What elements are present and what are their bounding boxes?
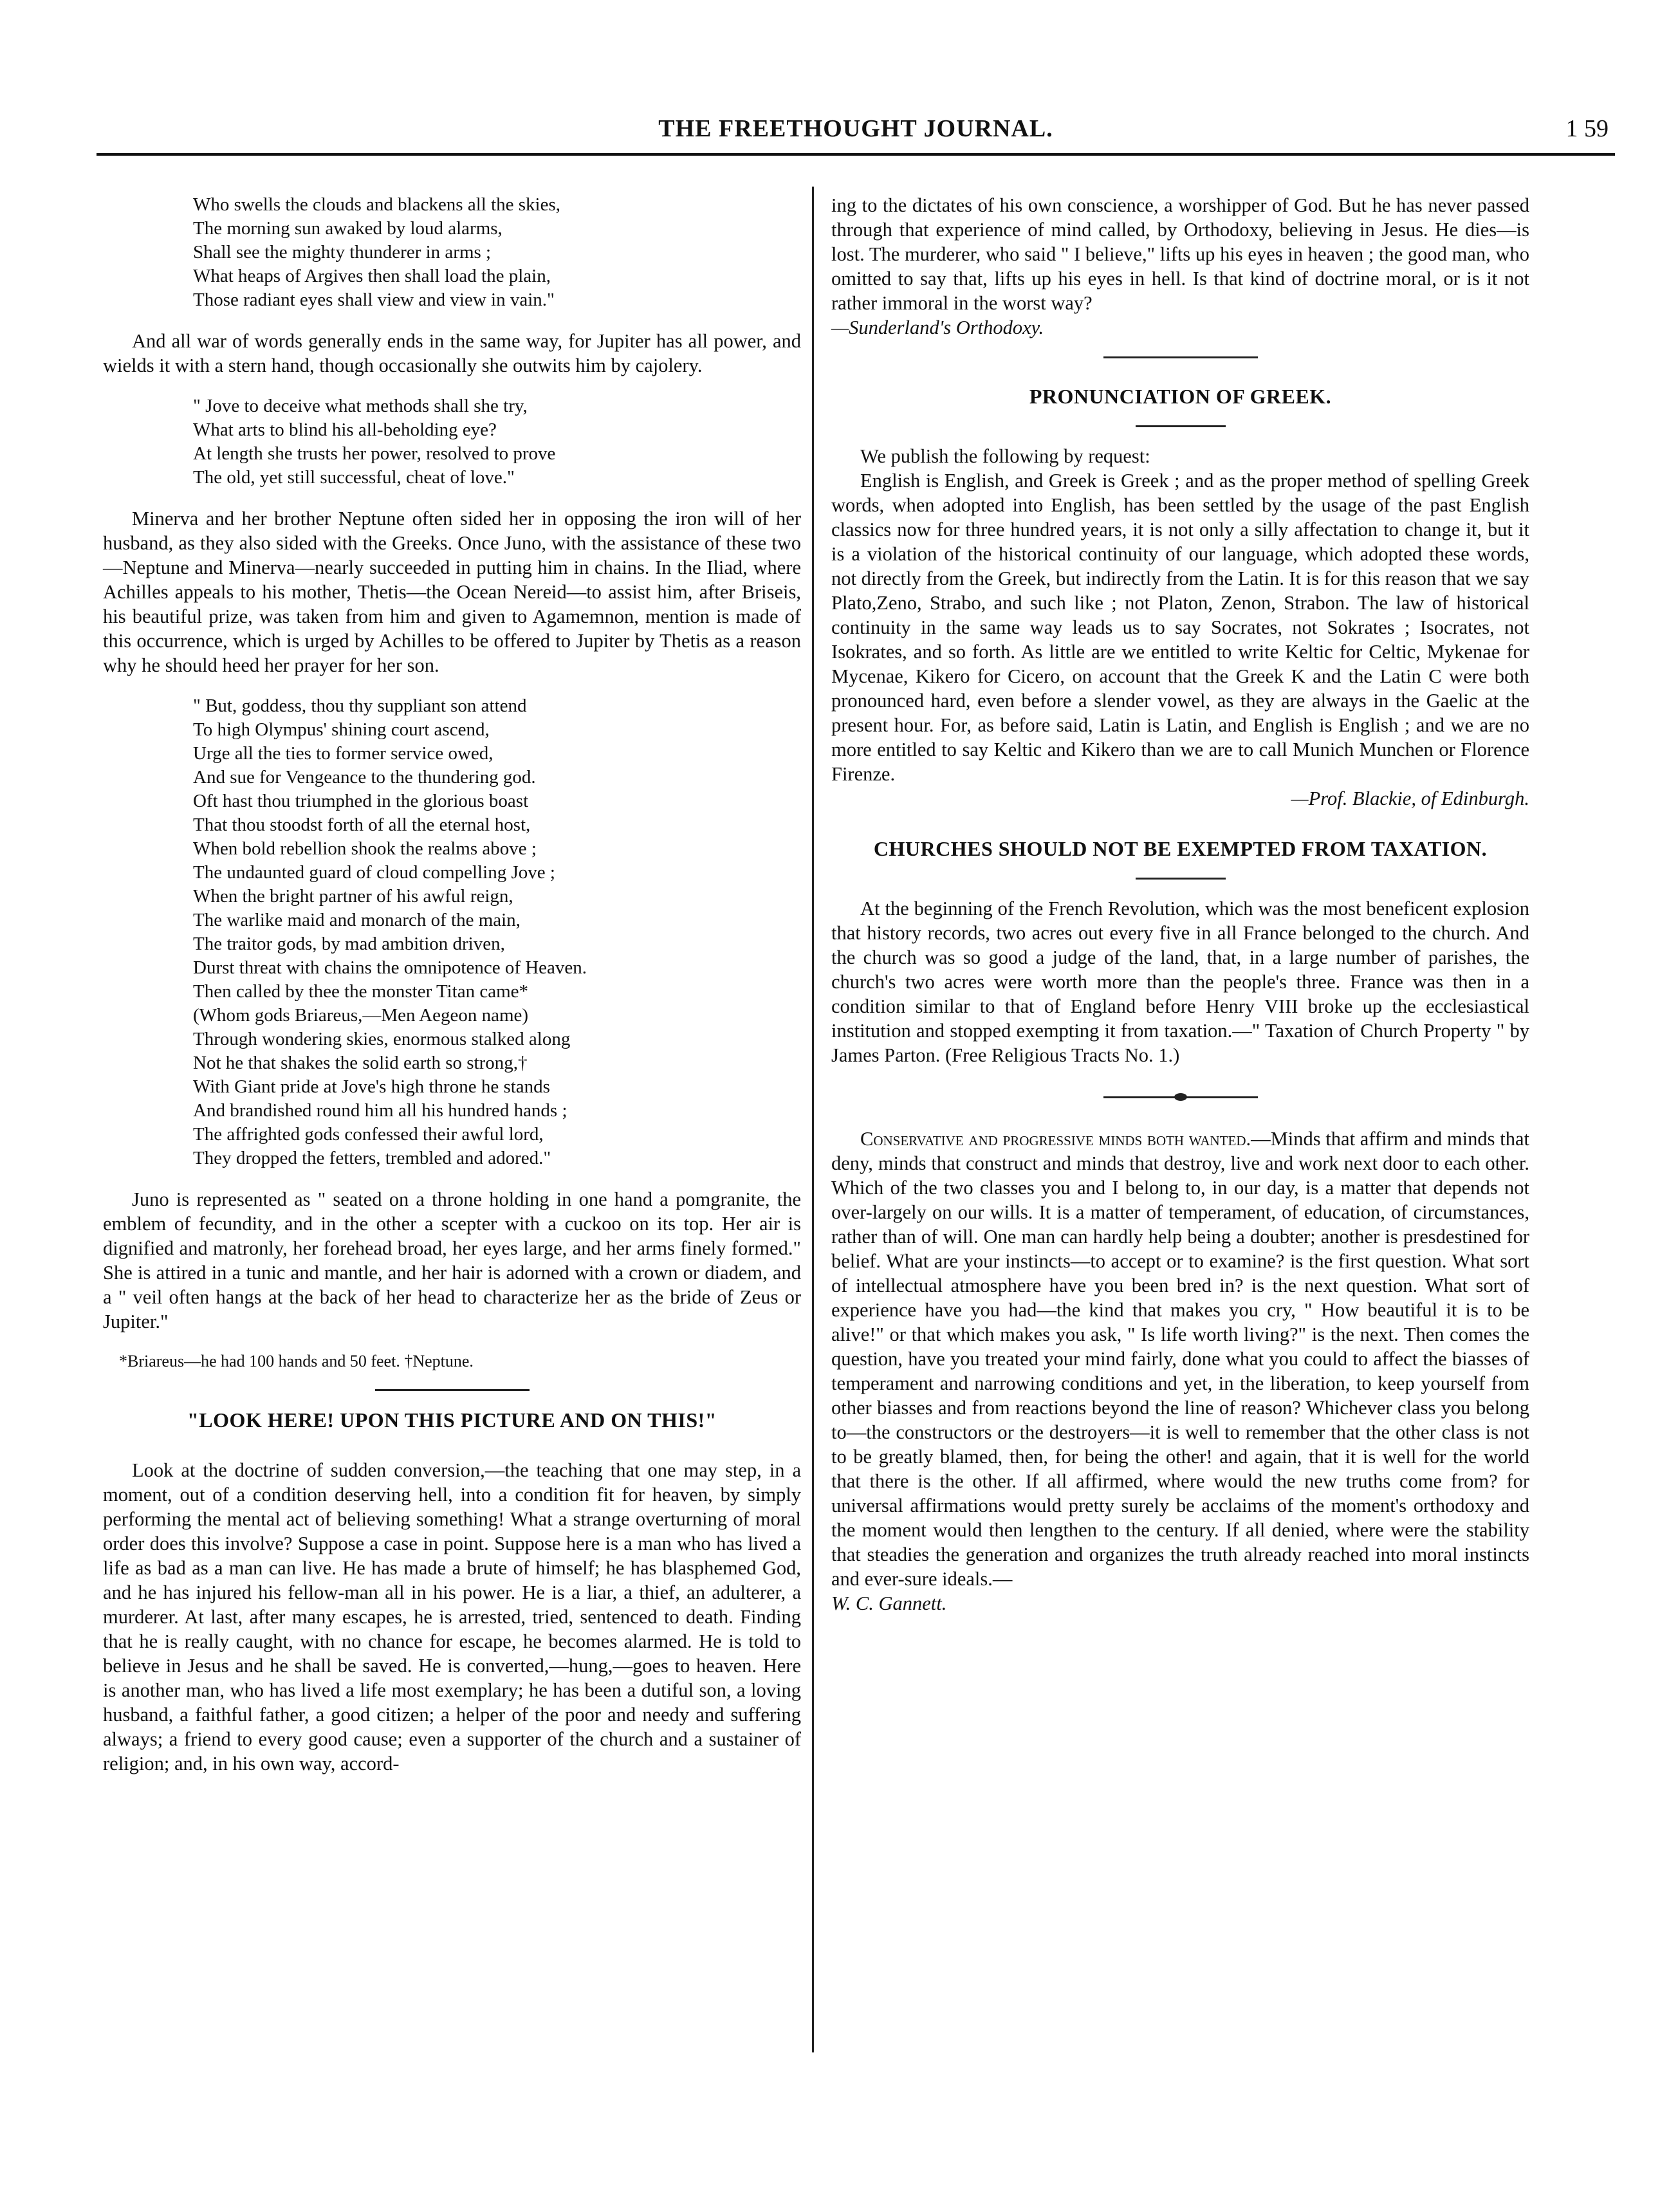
ornament-rule xyxy=(1103,1093,1258,1101)
paragraph-lead: Conservative and progressive minds both wanted. xyxy=(860,1128,1251,1150)
paragraph: English is English, and Greek is Greek ; and as the proper method of spelling Greek words, when adopted into English, has been settled by the usage of the past English classics now for three hundred years, it is not only a silly affectation to change it, but it is a violation of the historical continuity of our language, which adopted these words, not directly from the Greek, but indirectly from the Latin. It is for this reason that we say Plato,Zeno, Strabo, and such like ; not Platon, Zenon, Strabon. The law of historical continuity in the same way leads us to say Socrates, not Sokrates ; Isocrates, not Isokrates, and so forth. As little are we entitled to write Keltic for Celtic, Mykenae for Mycenae, Kikero for Cicero, on account that the Greek K and the Latin C were both pronounced hard, even before a slender vowel, as they are always in the Gaelic at the present hour. For, as before said, Latin is Latin, and English is English ; and we are no more entitled to say Keltic and Kikero than we are to call Munich Munchen or Florence Firenze. xyxy=(831,470,1529,785)
verse-block: Who swells the clouds and blackens all the skies, The morning sun awaked by loud alarms, Shall see the mighty thunderer in arms ; What heaps of Argives then shall load the plain, Those radiant eyes shall view and view in vain." xyxy=(193,194,561,310)
column-divider xyxy=(812,187,814,2052)
page-number: 1 59 xyxy=(1565,115,1609,142)
paragraph: At the beginning of the French Revolution, which was the most beneficent explosion that history records, two acres out every five in all France belonged to the church. And the church was so good a judge of the land, that, in a large number of parishes, the church's two acres were worth more than the people's three. France was then in a condition similar to that of England before Henry VIII broke up the ecclesiastical institution and stopped exempting it from taxation.—" Taxation of Church Property " by James Parton. (Free Religious Tracts No. 1.) xyxy=(831,898,1529,1066)
paragraph: Look at the doctrine of sudden conversion,—the teaching that one may step, in a moment, out of a condition deserving hell, into a condition fit for heaven, by simply performing the mental act of believing something! What a strange overturning of moral order does this involve? Suppose a case in point. Suppose here is a man who has lived a life as bad as a man can live. He has made a brute of himself; he has blasphemed God, and he has injured his fellow-man all in his power. He is a liar, a thief, an adulterer, a murderer. At last, after many escapes, he is arrested, tried, sentenced to death. Finding that he is really caught, with no chance for escape, he becomes alarmed. He is told to believe in Jesus and he shall be saved. He is converted,—hung,—goes to heaven. Here is another man, who has lived a life most exemplary; he has been a dutiful son, a loving husband, a faithful father, a good citizen; a helper of the poor and needy and suffering always; a friend to every good cause; even a supporter of the church and a sustainer of religion; and, in his own way, accord- xyxy=(103,1459,801,1774)
attribution: W. C. Gannett. xyxy=(831,1592,947,1614)
page-header xyxy=(97,108,1615,156)
paragraph: Juno is represented as " seated on a throne holding in one hand a pomgranite, the emblem of fecundity, and in the other a scepter with a cuckoo on its top. Her air is dignified and matronly, her forehead broad, her eyes large, and her arms finely formed." She is attired in a tunic and mantle, and her hair is adorned with a crown or diadem, and a " veil often hangs at the back of her head to characterize her as the bride of Zeus or Jupiter." xyxy=(103,1188,801,1332)
section-heading: CHURCHES SHOULD NOT BE EXEMPTED FROM TAXATION. xyxy=(873,837,1488,860)
paragraph xyxy=(831,1127,1529,1591)
attribution: —Sunderland's Orthodoxy. xyxy=(831,317,1044,338)
attribution: —Prof. Blackie, of Edinburgh. xyxy=(1291,788,1529,809)
paragraph-body: —Minds that affirm and minds that deny, minds that construct and minds that destroy, live and work next door to each other. Which of the two classes you and I belong to, in our day, is a matter that depends not over-largely on our wills. It is a matter of temperament, of education, of circumstances, rather than of will. One man can hardly help being a doubter; another is presdestined for belief. What are your instincts—to accept or to examine? is the first question. What sort of intellectual atmosphere have you been bred in? is the next question. What sort of experience have you had—the kind that makes you cry, " How beautiful it is to be alive!" or that which makes you ask, " Is life worth living?" is the next. Then comes the question, have you treated your mind fairly, done what you could to affect the biasses of temperament and narrowing conditions and yet, in the liberation, to keep yourself from other biasses and from reactions beyond the line of reason? Whichever class you belong to—the constructors or the destroyers—it is well to remember that the other class is not to be greatly blamed, then, for being the other! and again, that it is well for the world that there is the other. If all affirmed, where would the new truths come from? for universal affirmations would pretty surely be acclaims of the moment's orthodoxy and the moment would then lengthen to the century. If all denied, where were the stability that steadies the generation and organizes the truth already reached into moral instincts and ever-sure ideals.— xyxy=(831,1128,1529,1590)
journal-title: THE FREETHOUGHT JOURNAL. xyxy=(658,115,1053,142)
section-heading: "LOOK HERE! UPON THIS PICTURE AND ON THIS!" xyxy=(187,1408,717,1432)
paragraph: ing to the dictates of his own conscience, a worshipper of God. But he has never passed through that experience of mind called, by Orthodoxy, believing in Jesus. He dies—is lost. The murderer, who said " I believe," lifts up his eyes in heaven ; the good man, who omitted to say that, lifts up his eyes in hell. Is that kind of doctrine moral, or is it not rather immoral in the worst way? xyxy=(831,194,1529,314)
right-column xyxy=(831,193,1529,1616)
paragraph: And all war of words generally ends in the same way, for Jupiter has all power, and wields it with a stern hand, though occasionally she outwits him by cajolery. xyxy=(103,330,801,376)
footnote: *Briareus—he had 100 hands and 50 feet. †Neptune. xyxy=(119,1352,474,1370)
paragraph: We publish the following by request: xyxy=(860,445,1150,467)
section-heading: PRONUNCIATION OF GREEK. xyxy=(1029,385,1332,408)
left-column xyxy=(103,193,801,1776)
verse-block: " Jove to deceive what methods shall she try, What arts to blind his all-beholding eye? At length she trusts her power, resolved to prove The old, yet still successful, cheat of love." xyxy=(193,396,556,488)
verse-block: " But, goddess, thou thy suppliant son attend To high Olympus' shining court ascend, Urge all the ties to former service owed, And sue for Vengeance to the thundering god. Oft hast thou triumphed in the glorious boast That thou stoodst forth of all the eternal host, When bold rebellion shook the realms above ; The undaunted guard of cloud compelling Jove ; When the bright partner of his awful reign, The warlike maid and monarch of the main, The traitor gods, by mad ambition driven, Durst threat with chains the omnipotence of Heaven. Then called by thee the monster Titan came* (Whom gods Briareus,—Men Aegeon name) Through wondering skies, enormous stalked along Not he that shakes the solid earth so strong,† With Giant pride at Jove's high throne he stands And brandished round him all his hundred hands ; The affrighted gods confessed their awful lord, They dropped the fetters, trembled and adored." xyxy=(193,696,587,1168)
paragraph: Minerva and her brother Neptune often sided her in opposing the iron will of her husband, as they also sided with the Greeks. Once Juno, with the assistance of these two—Neptune and Minerva—nearly succeeded in putting him in chains. In the Iliad, where Achilles appeals to his mother, Thetis—the Ocean Nereid—to assist him, after Briseis, his beautiful prize, was taken from him and given to Agamemnon, mention is made of this occurrence, which is urged by Achilles to be offered to Jupiter by Thetis as a reason why he should heed her prayer for her son. xyxy=(103,508,801,676)
